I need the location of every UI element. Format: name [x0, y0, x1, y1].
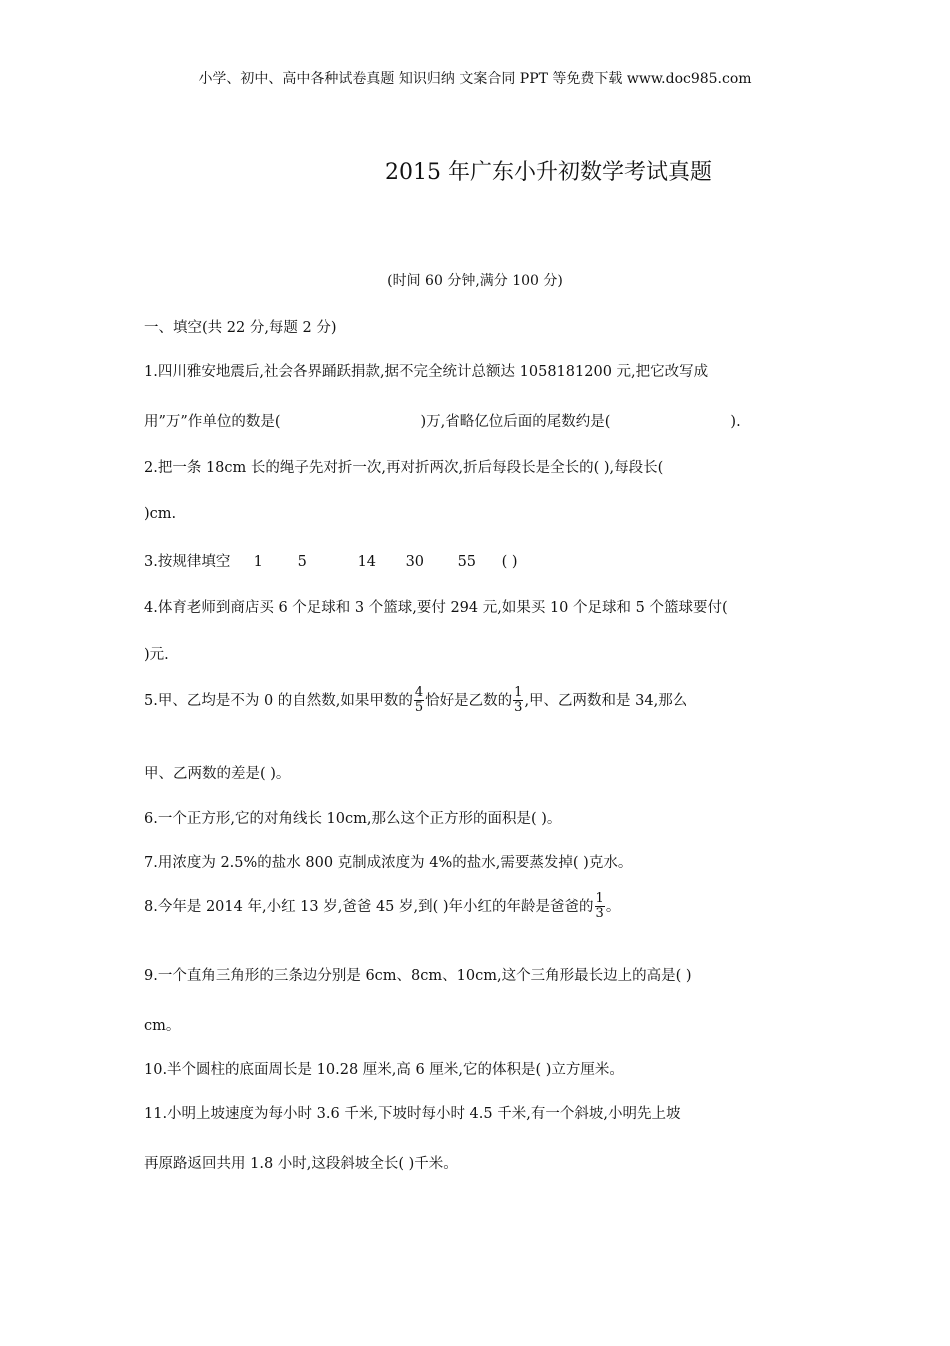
page-header: 小学、初中、高中各种试卷真题 知识归纳 文案合同 PPT 等免费下载 www.doc985.com [198, 71, 752, 87]
question-3 [144, 550, 518, 571]
question-8 [144, 892, 620, 922]
question-2-line-2: )cm. [144, 506, 177, 522]
section-heading: 一、填空(共 22 分,每题 2 分) [144, 320, 337, 336]
question-1-line-1: 1.四川雅安地震后,社会各界踊跃捐款,据不完全统计总额达 1058181200 元,把它改写成 [144, 364, 709, 380]
exam-info: (时间 60 分钟,满分 100 分) [387, 273, 563, 289]
question-10: 10.半个圆柱的底面周长是 10.28 厘米,高 6 厘米,它的体积是( )立方厘米。 [144, 1062, 624, 1078]
question-7: 7.用浓度为 2.5%的盐水 800 克制成浓度为 4%的盐水,需要蒸发掉( )克水。 [144, 855, 633, 871]
question-9-line-2: cm。 [144, 1018, 181, 1034]
fraction: $\frac{1}{3}$ [595, 891, 604, 922]
q3-seq-item: 30 [405, 554, 425, 570]
fraction: $\frac{4}{5}$ [414, 685, 424, 716]
q8-text-2: 。 [605, 898, 621, 915]
q1-part-3: ). [730, 414, 741, 430]
q5-text-2: 恰好是乙数的 [425, 692, 513, 709]
question-5-line-2: 甲、乙两数的差是( )。 [144, 766, 291, 782]
question-11-line-1: 11.小明上坡速度为每小时 3.6 千米,下坡时每小时 4.5 千米,有一个斜坡,小明先上坡 [144, 1106, 681, 1122]
q3-seq-item: 1 [253, 554, 263, 570]
q3-seq-item: 5 [297, 554, 307, 570]
q5-text-1: 5.甲、乙均是不为 0 的自然数,如果甲数的 [144, 692, 413, 709]
question-1-line-2 [144, 410, 741, 431]
q3-seq-item: 14 [357, 554, 377, 570]
page-title: 2015 年广东小升初数学考试真题 [385, 160, 712, 185]
q3-seq-item: 55 [457, 554, 477, 570]
question-2-line-1: 2.把一条 18cm 长的绳子先对折一次,再对折两次,折后每段长是全长的( ),每段长( [144, 460, 664, 476]
fraction: $\frac{1}{3}$ [514, 685, 523, 716]
q3-seq-item: ( ) [501, 554, 518, 570]
q1-part-2: )万,省略亿位后面的尾数约是( [420, 414, 611, 430]
question-6: 6.一个正方形,它的对角线长 10cm,那么这个正方形的面积是( )。 [144, 811, 562, 827]
question-4-line-2: )元. [144, 647, 169, 663]
question-9-line-1: 9.一个直角三角形的三条边分别是 6cm、8cm、10cm,这个三角形最长边上的高是( ) [144, 968, 692, 984]
q3-label: 3.按规律填空 [144, 554, 231, 570]
q5-text-3: ,甲、乙两数和是 34,那么 [524, 692, 688, 709]
question-11-line-2: 再原路返回共用 1.8 小时,这段斜坡全长( )千米。 [144, 1156, 458, 1172]
q1-part-1: 用”万”作单位的数是( [144, 414, 281, 430]
question-4-line-1: 4.体育老师到商店买 6 个足球和 3 个篮球,要付 294 元,如果买 10 个足球和 5 个篮球要付( [144, 600, 728, 616]
q8-text-1: 8.今年是 2014 年,小红 13 岁,爸爸 45 岁,到( )年小红的年龄是爸爸的 [144, 898, 594, 915]
question-5-line-1 [144, 686, 687, 716]
